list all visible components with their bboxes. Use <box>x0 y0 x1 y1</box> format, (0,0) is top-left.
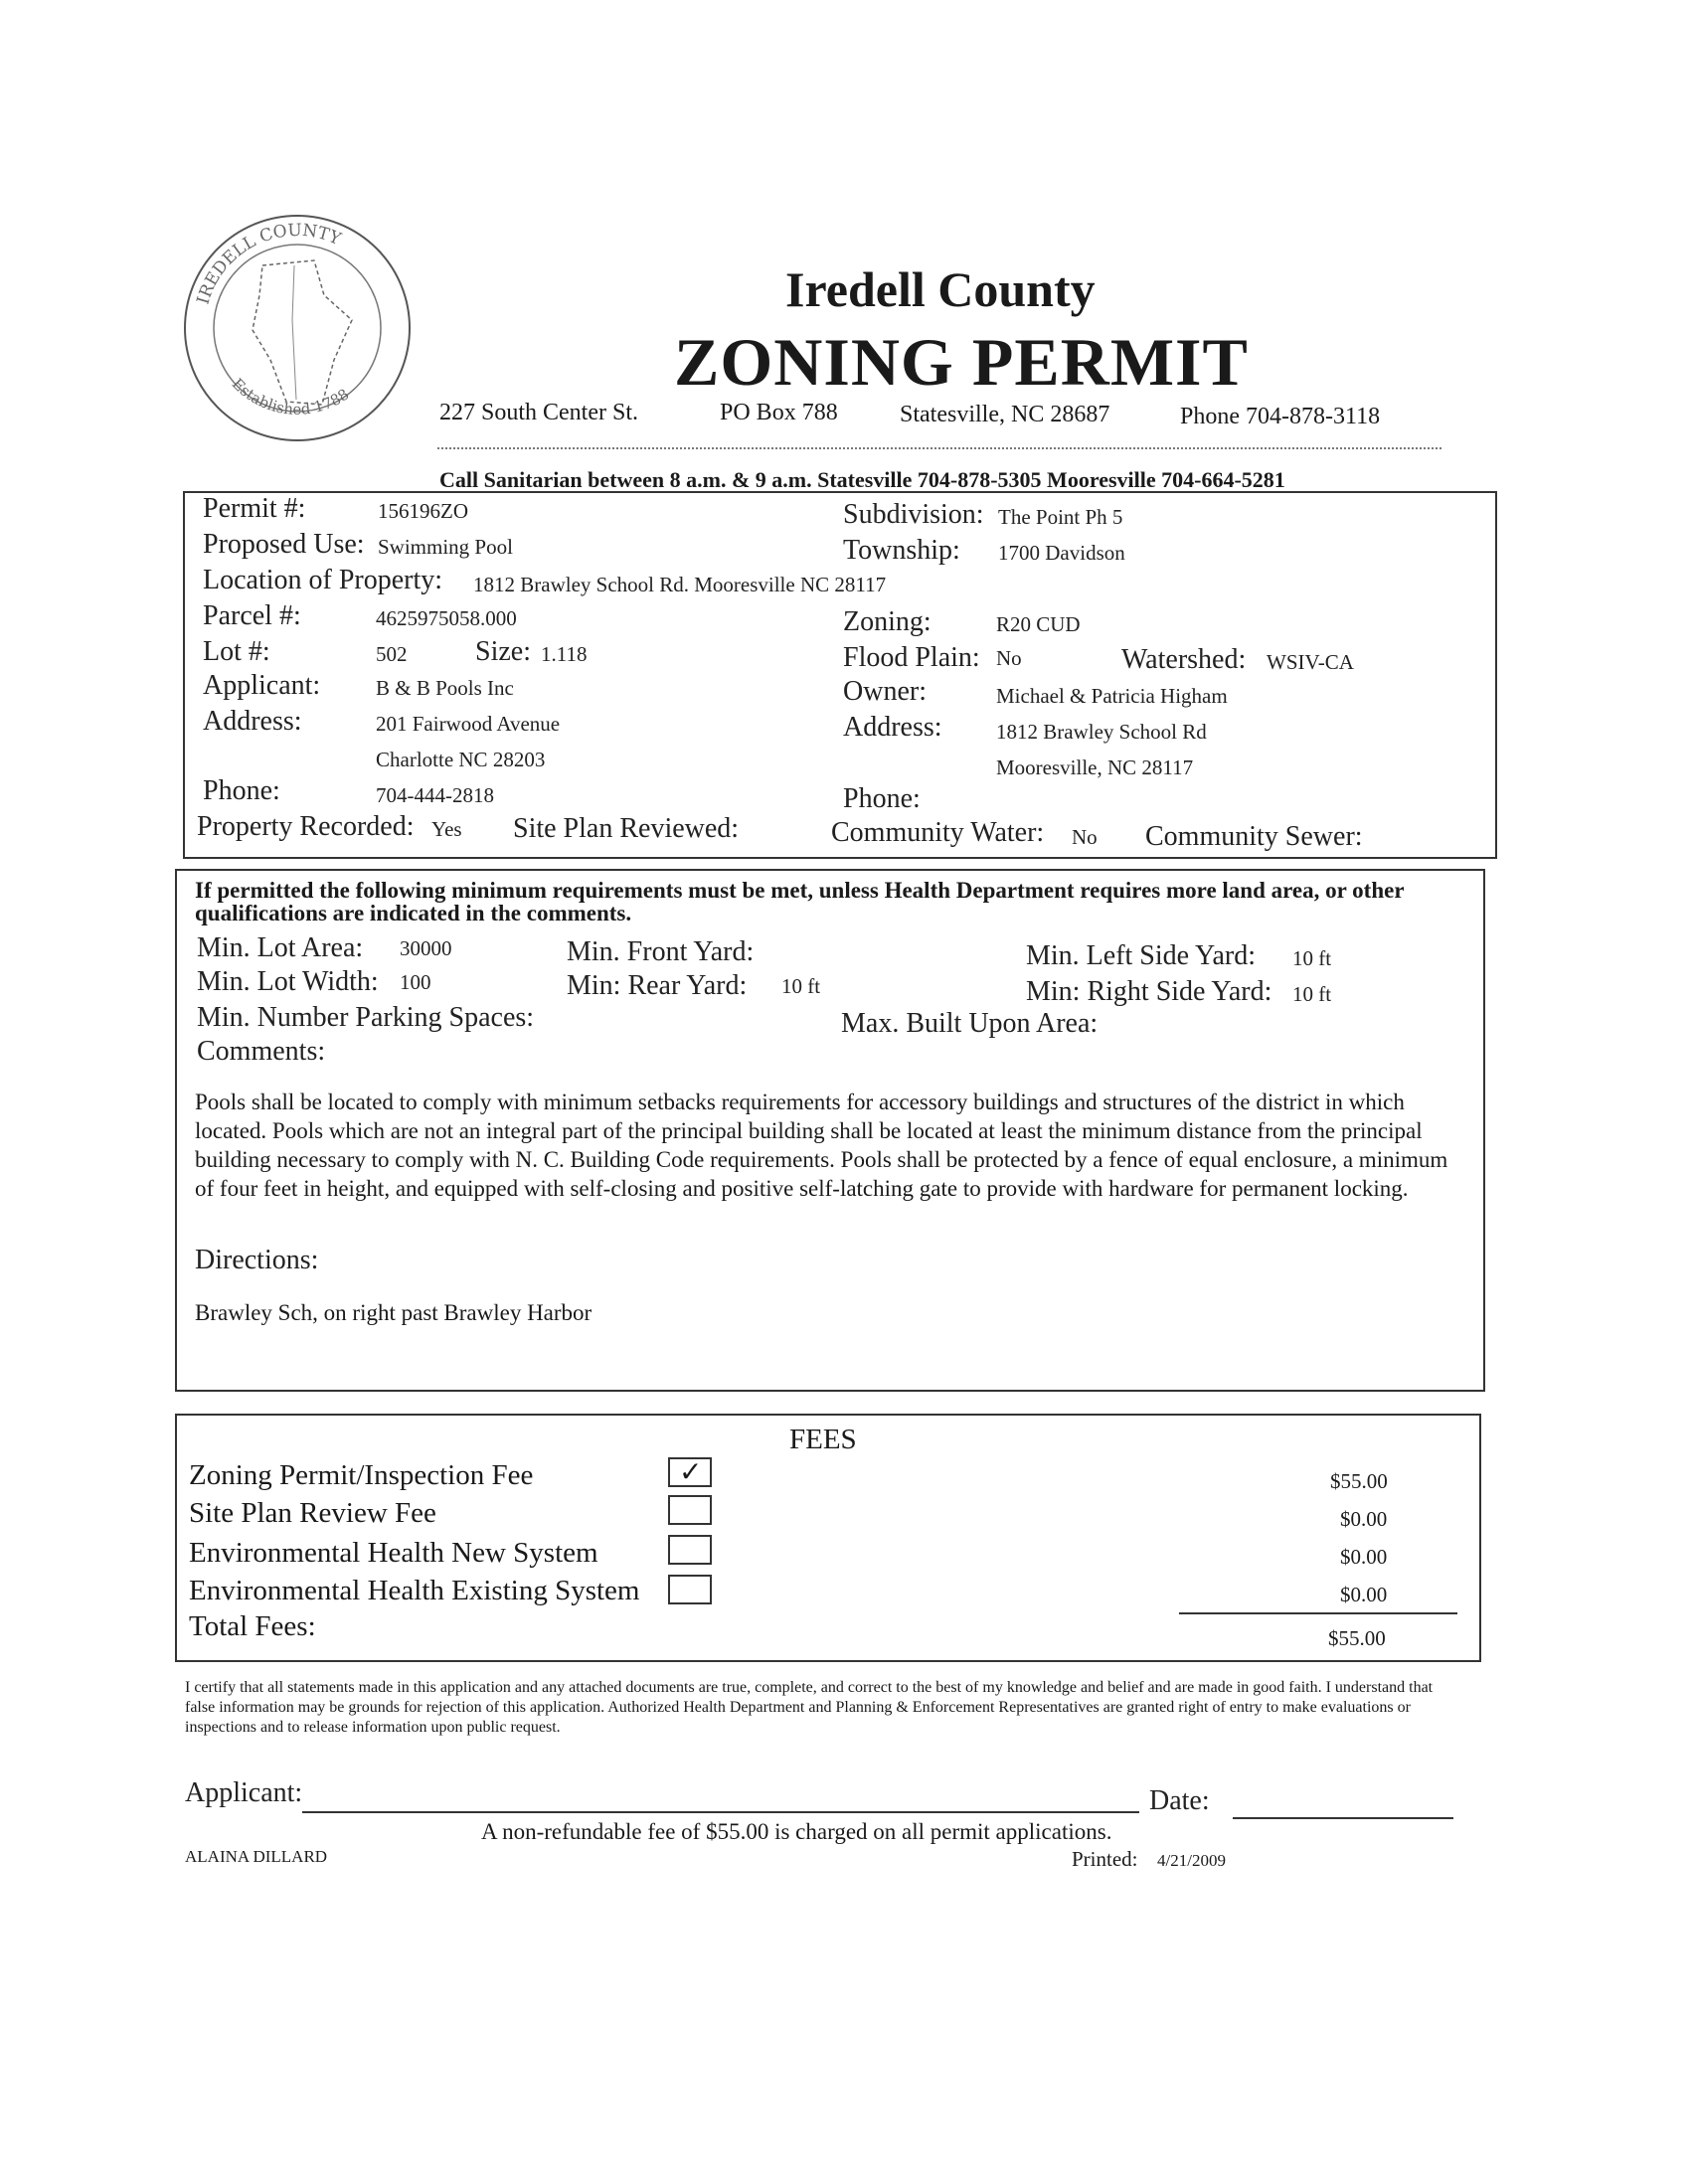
lot-label: Lot #: <box>203 636 270 667</box>
comments-label: Comments: <box>197 1036 326 1067</box>
community-sewer-label: Community Sewer: <box>1145 821 1363 852</box>
applicant-label: Applicant: <box>203 670 321 701</box>
total-rule <box>1179 1612 1457 1614</box>
certification-text: I certify that all statements made in this application and any attached documents are true, complete, and correct to the best of my knowledge and belief and are made in good faith. I understand that false information may be grounds for rejection of this application. Authorized Health Department and Planning & Enforcement Representatives are granted right of entry to make evaluations or inspections and to release information upon public request. <box>185 1679 1434 1736</box>
clerk-name: ALAINA DILLARD <box>185 1847 328 1866</box>
township-label: Township: <box>843 535 960 566</box>
applicant-address-line2: Charlotte NC 28203 <box>376 748 546 771</box>
fee-checkbox-env-existing[interactable] <box>668 1575 712 1604</box>
seal-bottom-text: Established 1788 <box>228 374 353 419</box>
subdivision-value: The Point Ph 5 <box>998 505 1123 529</box>
owner-address-label: Address: <box>843 712 942 743</box>
applicant-signature-label: Applicant: <box>185 1777 303 1808</box>
location-value: 1812 Brawley School Rd. Mooresville NC 28117 <box>473 573 887 596</box>
owner-value: Michael & Patricia Higham <box>996 684 1228 708</box>
watershed-label: Watershed: <box>1121 644 1247 675</box>
total-fees-value: $55.00 <box>1328 1626 1386 1650</box>
fee-label-site-plan: Site Plan Review Fee <box>189 1497 436 1529</box>
proposed-use-label: Proposed Use: <box>203 529 365 560</box>
min-parking-label: Min. Number Parking Spaces: <box>197 1002 535 1033</box>
fee-checkbox-zoning[interactable] <box>668 1457 712 1487</box>
min-lot-area-label: Min. Lot Area: <box>197 932 364 963</box>
zoning-value: R20 CUD <box>996 612 1081 636</box>
permit-number-value: 156196ZO <box>378 499 468 523</box>
county-name: Iredell County <box>785 261 1096 317</box>
sanitarian-notice: Call Sanitarian between 8 a.m. & 9 a.m. Statesville 704-878-5305 Mooresville 704-664-5281 <box>439 467 1285 492</box>
county-seal-icon <box>175 211 420 445</box>
comments-text: Pools shall be located to comply with minimum setbacks requirements for accessory buildings and structures of the district in which located. Pools which are not an integral part of the principal building shall be located at least the minimum distance from the principal building necessary to comply with N. C. Building Code requirements. Pools shall be protected by a fence of equal enclosure, a minimum of four feet in height, and equipped with self-closing and positive self-latching gate to provide with hardware for permanent locking. <box>195 1090 1448 1201</box>
fee-amount-site-plan: $0.00 <box>1340 1507 1388 1531</box>
fee-label-env-existing: Environmental Health Existing System <box>189 1575 640 1606</box>
max-built-upon-label: Max. Built Upon Area: <box>841 1008 1099 1039</box>
applicant-signature-line[interactable] <box>302 1811 1139 1813</box>
proposed-use-value: Swimming Pool <box>378 535 513 559</box>
property-recorded-label: Property Recorded: <box>197 811 415 842</box>
applicant-address-line1: 201 Fairwood Avenue <box>376 712 561 736</box>
fee-amount-env-new: $0.00 <box>1340 1545 1388 1569</box>
printed-label: Printed: <box>1072 1847 1138 1871</box>
site-plan-reviewed-label: Site Plan Reviewed: <box>513 813 740 844</box>
fee-amount-env-existing: $0.00 <box>1340 1583 1388 1606</box>
seal-top-text: IREDELL COUNTY <box>193 220 344 307</box>
size-label: Size: <box>475 636 531 667</box>
fee-checkbox-site-plan[interactable] <box>668 1495 712 1525</box>
check-mark-icon: ✓ <box>679 1455 703 1488</box>
township-value: 1700 Davidson <box>998 541 1125 565</box>
size-value: 1.118 <box>541 642 588 666</box>
office-po-box: PO Box 788 <box>720 400 838 425</box>
min-lot-area-value: 30000 <box>400 936 452 960</box>
parcel-value: 4625975058.000 <box>376 606 517 630</box>
min-left-side-yard-label: Min. Left Side Yard: <box>1026 940 1256 971</box>
property-recorded-value: Yes <box>431 817 462 841</box>
applicant-phone-label: Phone: <box>203 775 280 806</box>
divider <box>437 447 1441 449</box>
community-water-label: Community Water: <box>831 817 1045 848</box>
directions-label: Directions: <box>195 1245 319 1275</box>
owner-address-line1: 1812 Brawley School Rd <box>996 720 1207 744</box>
office-city: Statesville, NC 28687 <box>900 402 1110 427</box>
directions-text: Brawley Sch, on right past Brawley Harbor <box>195 1300 593 1325</box>
owner-label: Owner: <box>843 676 927 707</box>
watershed-value: WSIV-CA <box>1267 650 1354 674</box>
parcel-label: Parcel #: <box>203 600 301 631</box>
fee-label-env-new: Environmental Health New System <box>189 1537 598 1569</box>
fees-title: FEES <box>789 1424 857 1455</box>
requirements-intro: If permitted the following minimum requirements must be met, unless Health Department requires more land area, or other qualifications are indicated in the comments. <box>195 878 1405 925</box>
lot-value: 502 <box>376 642 408 666</box>
fee-checkbox-env-new[interactable] <box>668 1535 712 1565</box>
applicant-address-label: Address: <box>203 706 302 737</box>
fee-amount-zoning: $55.00 <box>1330 1469 1388 1493</box>
applicant-phone-value: 704-444-2818 <box>376 783 494 807</box>
owner-phone-label: Phone: <box>843 783 921 814</box>
community-water-value: No <box>1072 825 1098 849</box>
min-left-side-yard-value: 10 ft <box>1292 946 1332 970</box>
min-lot-width-label: Min. Lot Width: <box>197 966 379 997</box>
min-rear-yard-label: Min: Rear Yard: <box>567 970 748 1001</box>
total-fees-label: Total Fees: <box>189 1610 316 1642</box>
min-right-side-yard-label: Min: Right Side Yard: <box>1026 976 1272 1007</box>
page-title: ZONING PERMIT <box>674 324 1249 400</box>
applicant-value: B & B Pools Inc <box>376 676 514 700</box>
office-street: 227 South Center St. <box>439 400 639 425</box>
location-label: Location of Property: <box>203 565 443 595</box>
permit-number-label: Permit #: <box>203 493 306 524</box>
date-label: Date: <box>1149 1785 1210 1816</box>
min-rear-yard-value: 10 ft <box>781 974 821 998</box>
min-front-yard-label: Min. Front Yard: <box>567 936 755 967</box>
flood-plain-value: No <box>996 646 1022 670</box>
subdivision-label: Subdivision: <box>843 499 984 530</box>
fee-label-zoning: Zoning Permit/Inspection Fee <box>189 1459 534 1491</box>
date-line[interactable] <box>1233 1817 1453 1819</box>
flood-plain-label: Flood Plain: <box>843 642 980 673</box>
zoning-label: Zoning: <box>843 606 932 637</box>
office-phone: Phone 704-878-3118 <box>1180 404 1381 429</box>
min-right-side-yard-value: 10 ft <box>1292 982 1332 1006</box>
nonrefundable-notice: A non-refundable fee of $55.00 is charged on all permit applications. <box>481 1819 1112 1844</box>
min-lot-width-value: 100 <box>400 970 431 994</box>
printed-date: 4/21/2009 <box>1157 1851 1226 1870</box>
owner-address-line2: Mooresville, NC 28117 <box>996 756 1194 779</box>
